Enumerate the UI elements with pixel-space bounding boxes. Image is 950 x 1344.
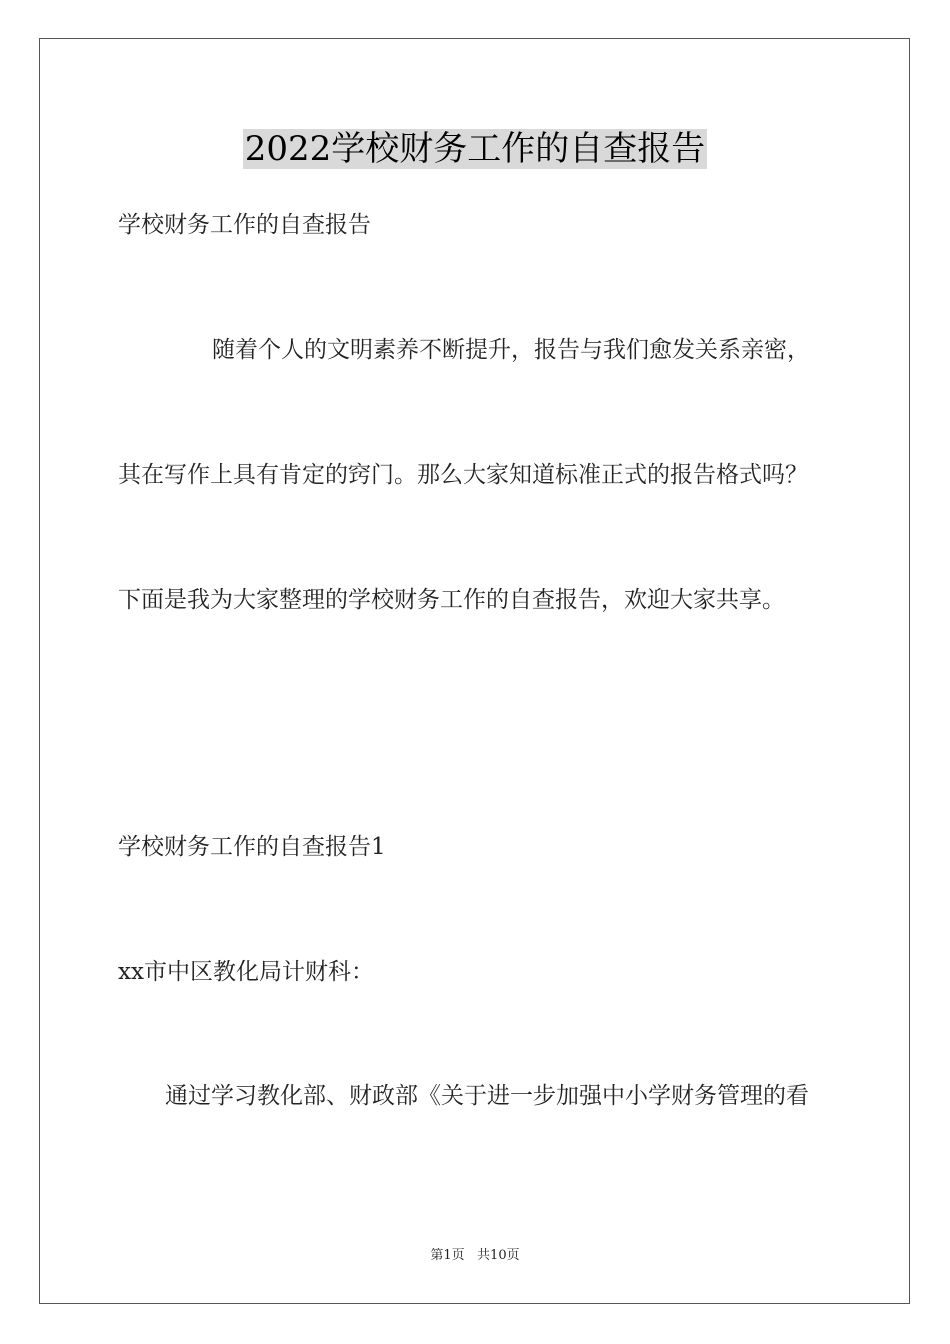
paragraph-line: 下面是我为大家整理的学校财务工作的自查报告，欢迎大家共享。 bbox=[118, 587, 785, 613]
paragraph-line: 随着个人的文明素养不断提升，报告与我们愈发关系亲密， bbox=[212, 337, 810, 363]
page-footer: 第1页 共10页 bbox=[430, 1248, 520, 1263]
document-title bbox=[0, 126, 950, 172]
subtitle-line: 学校财务工作的自查报告 bbox=[118, 212, 371, 238]
paragraph-line: 其在写作上具有肯定的窍门。那么大家知道标准正式的报告格式吗？ bbox=[118, 462, 808, 488]
paragraph-line: 通过学习教化部、财政部《关于进一步加强中小学财务管理的看 bbox=[165, 1083, 809, 1109]
section-heading: 学校财务工作的自查报告1 bbox=[118, 834, 386, 860]
salutation-line: xx市中区教化局计财科： bbox=[118, 959, 374, 985]
document-title-text: 2022学校财务工作的自查报告 bbox=[244, 129, 706, 169]
